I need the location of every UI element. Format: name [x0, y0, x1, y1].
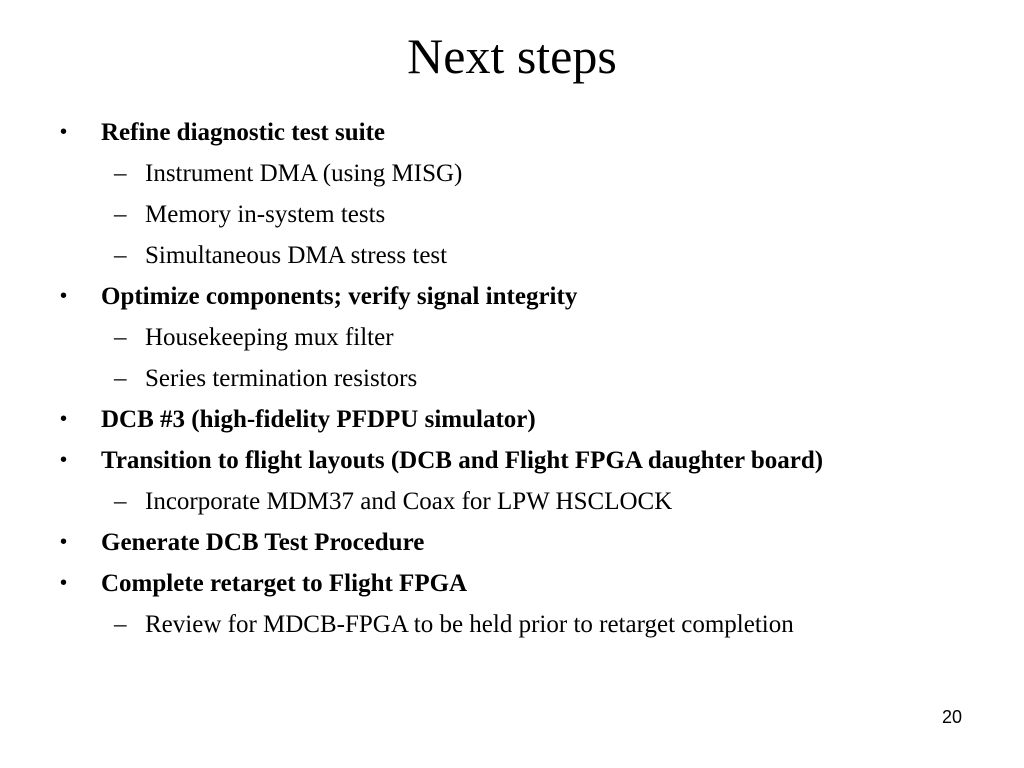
list-item [0, 522, 1024, 563]
bullet-marker: • [60, 531, 68, 553]
bullet-marker: • [60, 449, 68, 471]
sub-list-item [0, 235, 1024, 276]
dash-marker: – [114, 324, 127, 351]
sub-list-item [0, 317, 1024, 358]
bullet-marker: • [60, 285, 68, 307]
bullet-list [0, 112, 1024, 645]
list-item-text: Complete retarget to Flight FPGA [101, 570, 468, 597]
sub-list-item-text: Review for MDCB-FPGA to be held prior to retarget completion [145, 611, 794, 638]
list-item [0, 563, 1024, 604]
list-item-text: Generate DCB Test Procedure [101, 529, 425, 556]
list-item-text: Optimize components; verify signal integrity [101, 283, 578, 310]
sub-list-item [0, 153, 1024, 194]
bullet-marker: • [60, 121, 68, 143]
sub-list-item-text: Series termination resistors [145, 365, 418, 392]
sub-list-item [0, 604, 1024, 645]
sub-list-item [0, 194, 1024, 235]
list-item [0, 440, 1024, 481]
dash-marker: – [114, 611, 127, 638]
sub-list-item-text: Incorporate MDM37 and Coax for LPW HSCLOCK [145, 488, 673, 515]
list-item [0, 276, 1024, 317]
sub-list-item-text: Memory in-system tests [145, 201, 386, 228]
bullet-marker: • [60, 572, 68, 594]
dash-marker: – [114, 242, 127, 269]
sub-list-item-text: Simultaneous DMA stress test [145, 242, 448, 269]
sub-list-item [0, 481, 1024, 522]
dash-marker: – [114, 201, 127, 228]
dash-marker: – [114, 160, 127, 187]
dash-marker: – [114, 365, 127, 392]
list-item [0, 399, 1024, 440]
list-item-text: DCB #3 (high-fidelity PFDPU simulator) [101, 406, 536, 433]
slide-title: Next steps [407, 28, 617, 84]
sub-list-item-text: Housekeeping mux filter [145, 324, 394, 351]
sub-list-item-text: Instrument DMA (using MISG) [145, 160, 463, 187]
list-item-text: Transition to flight layouts (DCB and Flight FPGA daughter board) [101, 447, 824, 474]
sub-list-item [0, 358, 1024, 399]
dash-marker: – [114, 488, 127, 515]
page-number: 20 [941, 707, 962, 727]
list-item [0, 112, 1024, 153]
list-item-text: Refine diagnostic test suite [101, 119, 385, 146]
bullet-marker: • [60, 408, 68, 430]
